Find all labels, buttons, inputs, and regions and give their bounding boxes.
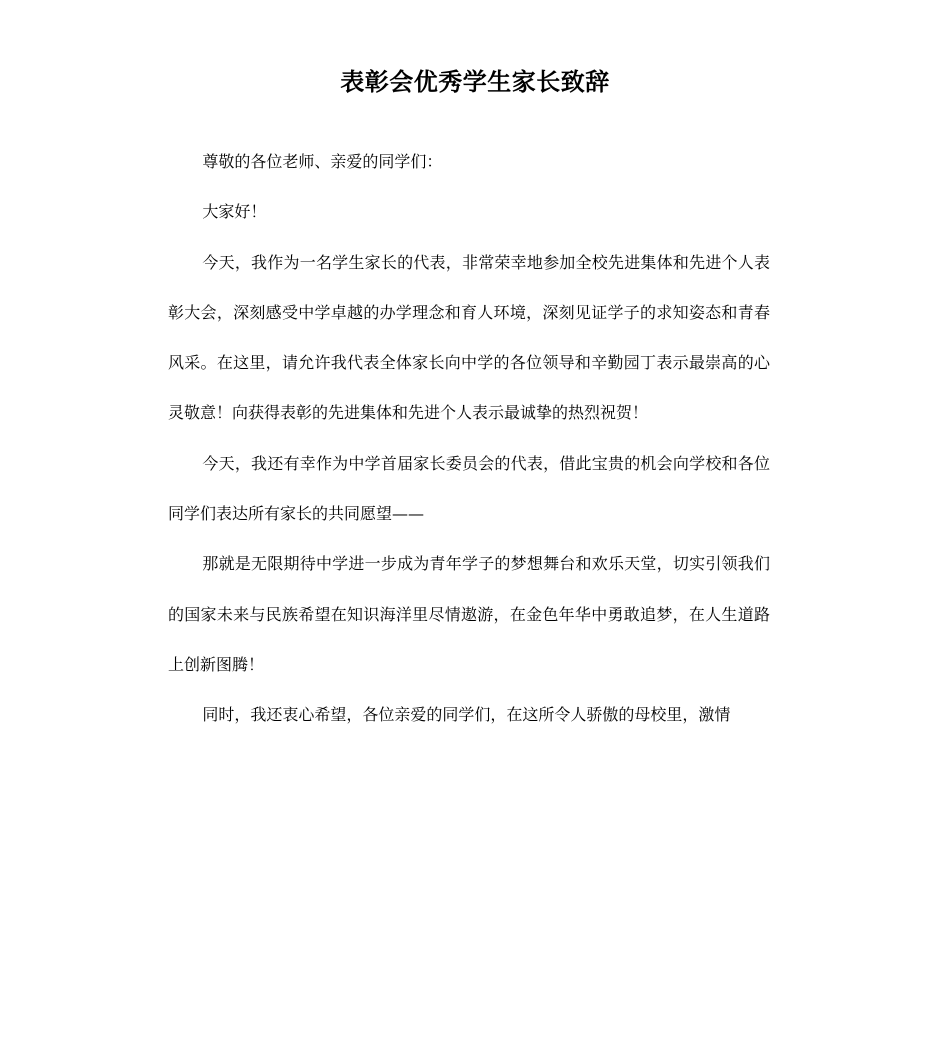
- document-title: 表彰会优秀学生家长致辞: [340, 68, 610, 96]
- body-paragraph: 同时，我还衷心希望，各位亲爱的同学们，在这所令人骄傲的母校里，激情: [202, 705, 731, 725]
- body-paragraph: 今天，我还有幸作为中学首届家长委员会的代表，借此宝贵的机会向学校和各位同学们表达所有家长的共同愿望——: [168, 453, 770, 524]
- salutation-paragraph: 尊敬的各位老师、亲爱的同学们：: [202, 152, 443, 171]
- document-body: [168, 137, 770, 741]
- body-paragraph: 那就是无限期待中学进一步成为青年学子的梦想舞台和欢乐天堂，切实引领我们的国家未来与民族希望在知识海洋里尽情遨游，在金色年华中勇敢追梦，在人生道路上创新图腾！: [168, 554, 770, 674]
- greeting-paragraph: 大家好！: [202, 202, 267, 222]
- body-paragraph: 今天，我作为一名学生家长的代表，非常荣幸地参加全校先进集体和先进个人表彰大会，深刻感受中学卓越的办学理念和育人环境，深刻见证学子的求知姿态和青春风采。在这里，请允许我代表全体家长向中学的各位领导和辛勤园丁表示最崇高的心灵敬意！向获得表彰的先进集体和先进个人表示最诚挚的热烈祝贺！: [168, 252, 770, 423]
